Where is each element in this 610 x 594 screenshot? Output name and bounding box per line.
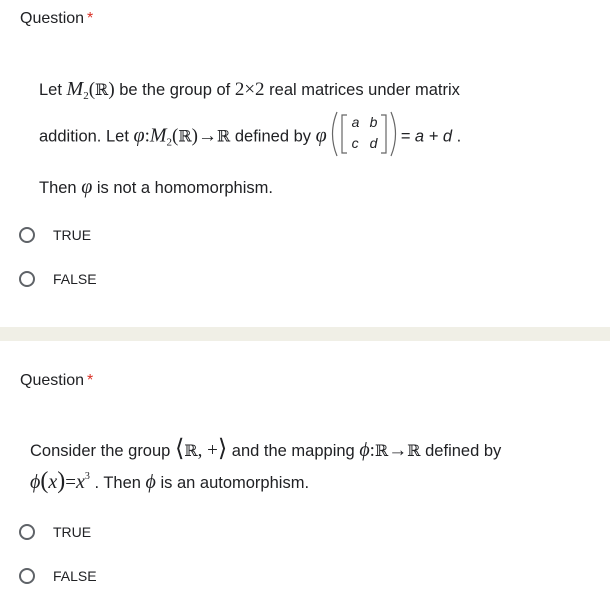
math-subscript: 2 <box>166 136 173 149</box>
question-text-line-1 <box>30 434 501 463</box>
matrix-cell-c: c <box>351 135 359 151</box>
math-op: , + <box>197 440 218 461</box>
text-span: defined by <box>230 127 316 146</box>
question-text-line-2 <box>30 468 309 495</box>
math-equation: = a + d <box>400 127 453 146</box>
question-title <box>20 372 93 390</box>
radio-button[interactable] <box>19 524 35 540</box>
question-text-line-3 <box>39 176 273 199</box>
math-phi: φ <box>81 176 93 198</box>
option-label: FALSE <box>53 568 97 584</box>
math-colon: : <box>144 125 150 147</box>
math-reals: ℝ <box>95 80 109 99</box>
text-span: defined by <box>420 442 502 460</box>
math-M: M <box>66 78 84 100</box>
radio-button[interactable] <box>19 227 35 243</box>
text-span: Then <box>39 179 82 197</box>
text-span: . Then <box>89 474 146 492</box>
math-paren: ) <box>57 468 66 494</box>
matrix-cell-b: b <box>369 114 378 130</box>
question-title-text: Question <box>20 372 85 389</box>
question-card-2 <box>0 341 610 594</box>
math-phi: ϕ <box>30 471 41 493</box>
math-paren: ) <box>191 125 198 147</box>
math-paren: ) <box>108 79 115 100</box>
matrix-expression <box>327 111 401 157</box>
math-dims: 2×2 <box>234 79 265 100</box>
math-phi: ϕ <box>359 439 370 461</box>
option-label: TRUE <box>53 524 92 540</box>
option-false[interactable] <box>19 267 97 291</box>
math-reals: ℝ <box>178 126 192 146</box>
math-phi: ϕ <box>145 471 156 493</box>
math-subscript: 2 <box>83 90 89 102</box>
option-true[interactable] <box>19 520 91 544</box>
math-reals: ℝ <box>184 441 198 460</box>
math-reals: ℝ <box>374 441 389 460</box>
math-langle: ⟨ <box>174 436 185 462</box>
text-span: Let <box>39 81 67 99</box>
math-x: x <box>75 471 85 493</box>
option-true[interactable] <box>19 223 91 247</box>
math-equals: = <box>65 472 76 493</box>
matrix-brackets <box>327 111 401 157</box>
matrix-cell-d: d <box>369 135 378 151</box>
text-span: addition. Let <box>39 127 134 146</box>
math-M: M <box>149 124 167 147</box>
matrix-cell-a: a <box>351 114 360 130</box>
section-divider <box>0 327 610 341</box>
math-exponent: 3 <box>84 471 90 482</box>
option-label: TRUE <box>53 227 92 243</box>
math-arrow: → <box>197 125 217 147</box>
radio-button[interactable] <box>19 271 35 287</box>
question-text-line-1 <box>39 78 460 102</box>
math-reals: ℝ <box>216 126 231 146</box>
math-paren: ( <box>40 468 49 494</box>
math-phi: φ <box>133 124 145 147</box>
math-x: x <box>48 471 58 493</box>
math-paren: ( <box>172 125 179 147</box>
question-title-text: Question <box>20 10 85 27</box>
option-label: FALSE <box>53 271 97 287</box>
math-paren: ( <box>88 79 96 100</box>
math-phi: φ <box>315 124 327 147</box>
text-span: is not a homomorphism. <box>92 179 273 197</box>
required-asterisk: * <box>87 372 94 389</box>
text-span: is an automorphism. <box>155 474 310 492</box>
text-span: be the group of <box>114 81 235 99</box>
math-reals: ℝ <box>407 441 421 460</box>
question-text-line-2 <box>39 114 462 157</box>
required-asterisk: * <box>87 10 94 27</box>
radio-button[interactable] <box>19 568 35 584</box>
question-title <box>20 10 93 28</box>
text-span: real matrices under matrix <box>264 81 460 99</box>
math-rangle: ⟩ <box>217 436 228 462</box>
text-span: and the mapping <box>227 442 360 460</box>
math-colon: : <box>369 440 375 461</box>
option-false[interactable] <box>19 564 97 588</box>
math-arrow: → <box>388 440 408 461</box>
text-span: Consider the group <box>30 442 175 460</box>
text-span: . <box>452 127 462 146</box>
